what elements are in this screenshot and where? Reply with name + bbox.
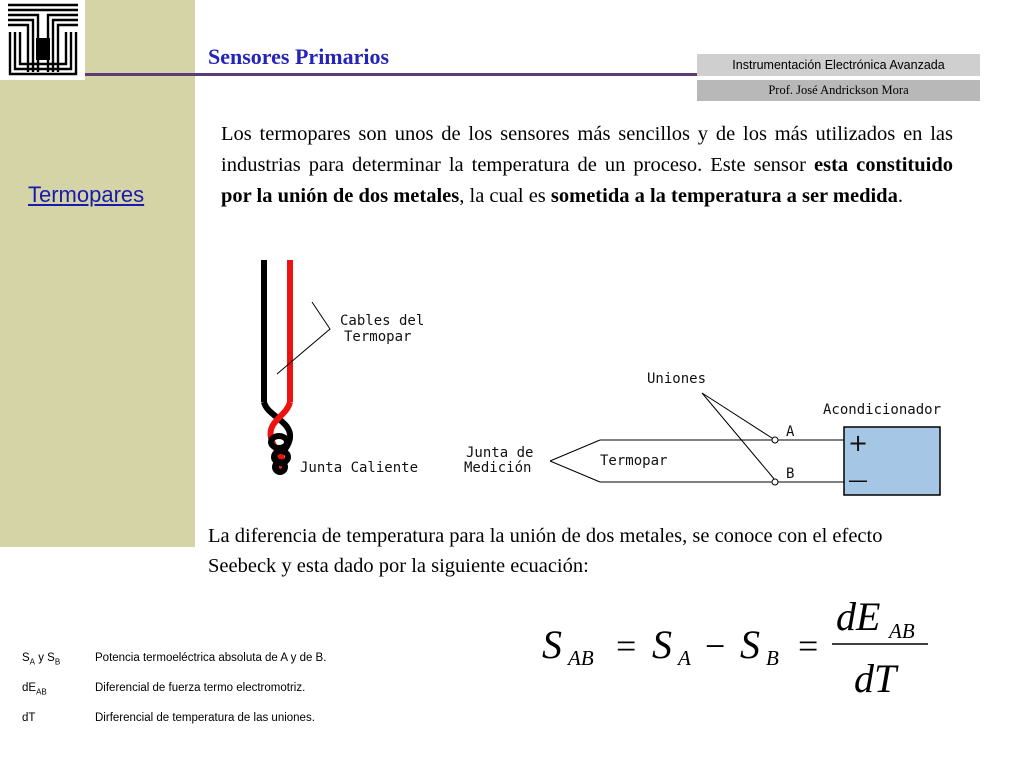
course-name: Instrumentación Electrónica Avanzada: [697, 54, 980, 77]
terminal-a-label: A: [786, 424, 795, 440]
intro-bold-2: sometida a la temperatura a ser medida: [550, 185, 898, 207]
intro-paragraph: [221, 119, 953, 212]
thermocouple-diagram-svg: [237, 256, 956, 503]
terminal-b-dot: [772, 479, 778, 485]
institution-logo: [0, 0, 85, 80]
legend-row: [22, 652, 326, 682]
intro-text-2: , la cual es: [459, 185, 551, 207]
measure-label-1: Junta de: [466, 445, 534, 461]
legend-symbol: $dE_{AB}$: [22, 682, 47, 697]
plus-sign: +: [848, 429, 869, 457]
legend-description: Potencia termoeléctrica absoluta de A y de B.: [95, 652, 327, 664]
intro-text-3: .: [897, 185, 903, 207]
legend-description: Dirferencial de temperatura de las uniones.: [95, 712, 315, 724]
eq-sub-b: B: [766, 646, 779, 670]
eq-s-a: S: [652, 622, 672, 667]
symbol-legend: [22, 652, 326, 742]
header-rule: [85, 73, 700, 76]
logo-emblem-icon: [6, 2, 80, 78]
terminal-a-dot: [772, 437, 778, 443]
twisted-junction: [264, 402, 290, 472]
measure-label-2: Medición: [464, 460, 532, 476]
unions-pointer: [702, 393, 775, 480]
eq-sub-a: A: [678, 646, 691, 670]
eq-minus: −: [705, 626, 726, 666]
minus-sign: —: [848, 468, 868, 492]
eq-equals-1: =: [616, 626, 637, 666]
thermocouple-label: Termopar: [600, 453, 668, 469]
section-link-termopares[interactable]: Termopares: [28, 182, 145, 207]
professor-name: Prof. José Andrickson Mora: [697, 80, 980, 101]
thermocouple-schematic: [550, 440, 844, 482]
page-title: Sensores Primarios: [208, 44, 390, 69]
eq-s-ab: S: [542, 622, 562, 667]
hot-junction-label: Junta Caliente: [300, 460, 419, 476]
eq-s-b: S: [740, 622, 760, 667]
legend-row: [22, 712, 326, 742]
cables-label-2: Termopar: [344, 329, 412, 345]
cables-pointer: [277, 302, 330, 374]
seebeck-equation: [530, 590, 950, 700]
thermocouple-diagram: [237, 256, 956, 503]
intro-bold-1: esta constituido por la unión de dos metales: [221, 154, 953, 207]
legend-description: Diferencial de fuerza termo electromotriz.: [95, 682, 306, 694]
intro-text-1: Los termopares son unos de los sensores más sencillos y de los más utilizados en las industrias para determinar la temperatura de un proceso. Este sensor: [221, 123, 953, 176]
cables-label-1: Cables del: [340, 313, 425, 329]
unions-label: Uniones: [647, 371, 707, 387]
left-sidebar: [0, 0, 195, 547]
legend-row: [22, 682, 326, 712]
legend-symbol: dT: [22, 712, 36, 724]
conditioner-label: Acondicionador: [823, 402, 942, 418]
eq-sub-ab: AB: [568, 646, 594, 670]
eq-denominator: dT: [854, 656, 897, 700]
eq-numerator: dE: [836, 594, 881, 639]
eq-equals-2: =: [798, 626, 819, 666]
terminal-b-label: B: [786, 466, 795, 482]
seebeck-description: La diferencia de temperatura para la unión de dos metales, se conoce con el efecto Seebeck y esta dado por la siguiente ecuación:: [208, 525, 883, 577]
eq-numerator-sub: AB: [889, 619, 915, 643]
legend-symbol: $S_A$ y $S_B$: [22, 652, 61, 667]
seebeck-equation-svg: [530, 590, 950, 700]
